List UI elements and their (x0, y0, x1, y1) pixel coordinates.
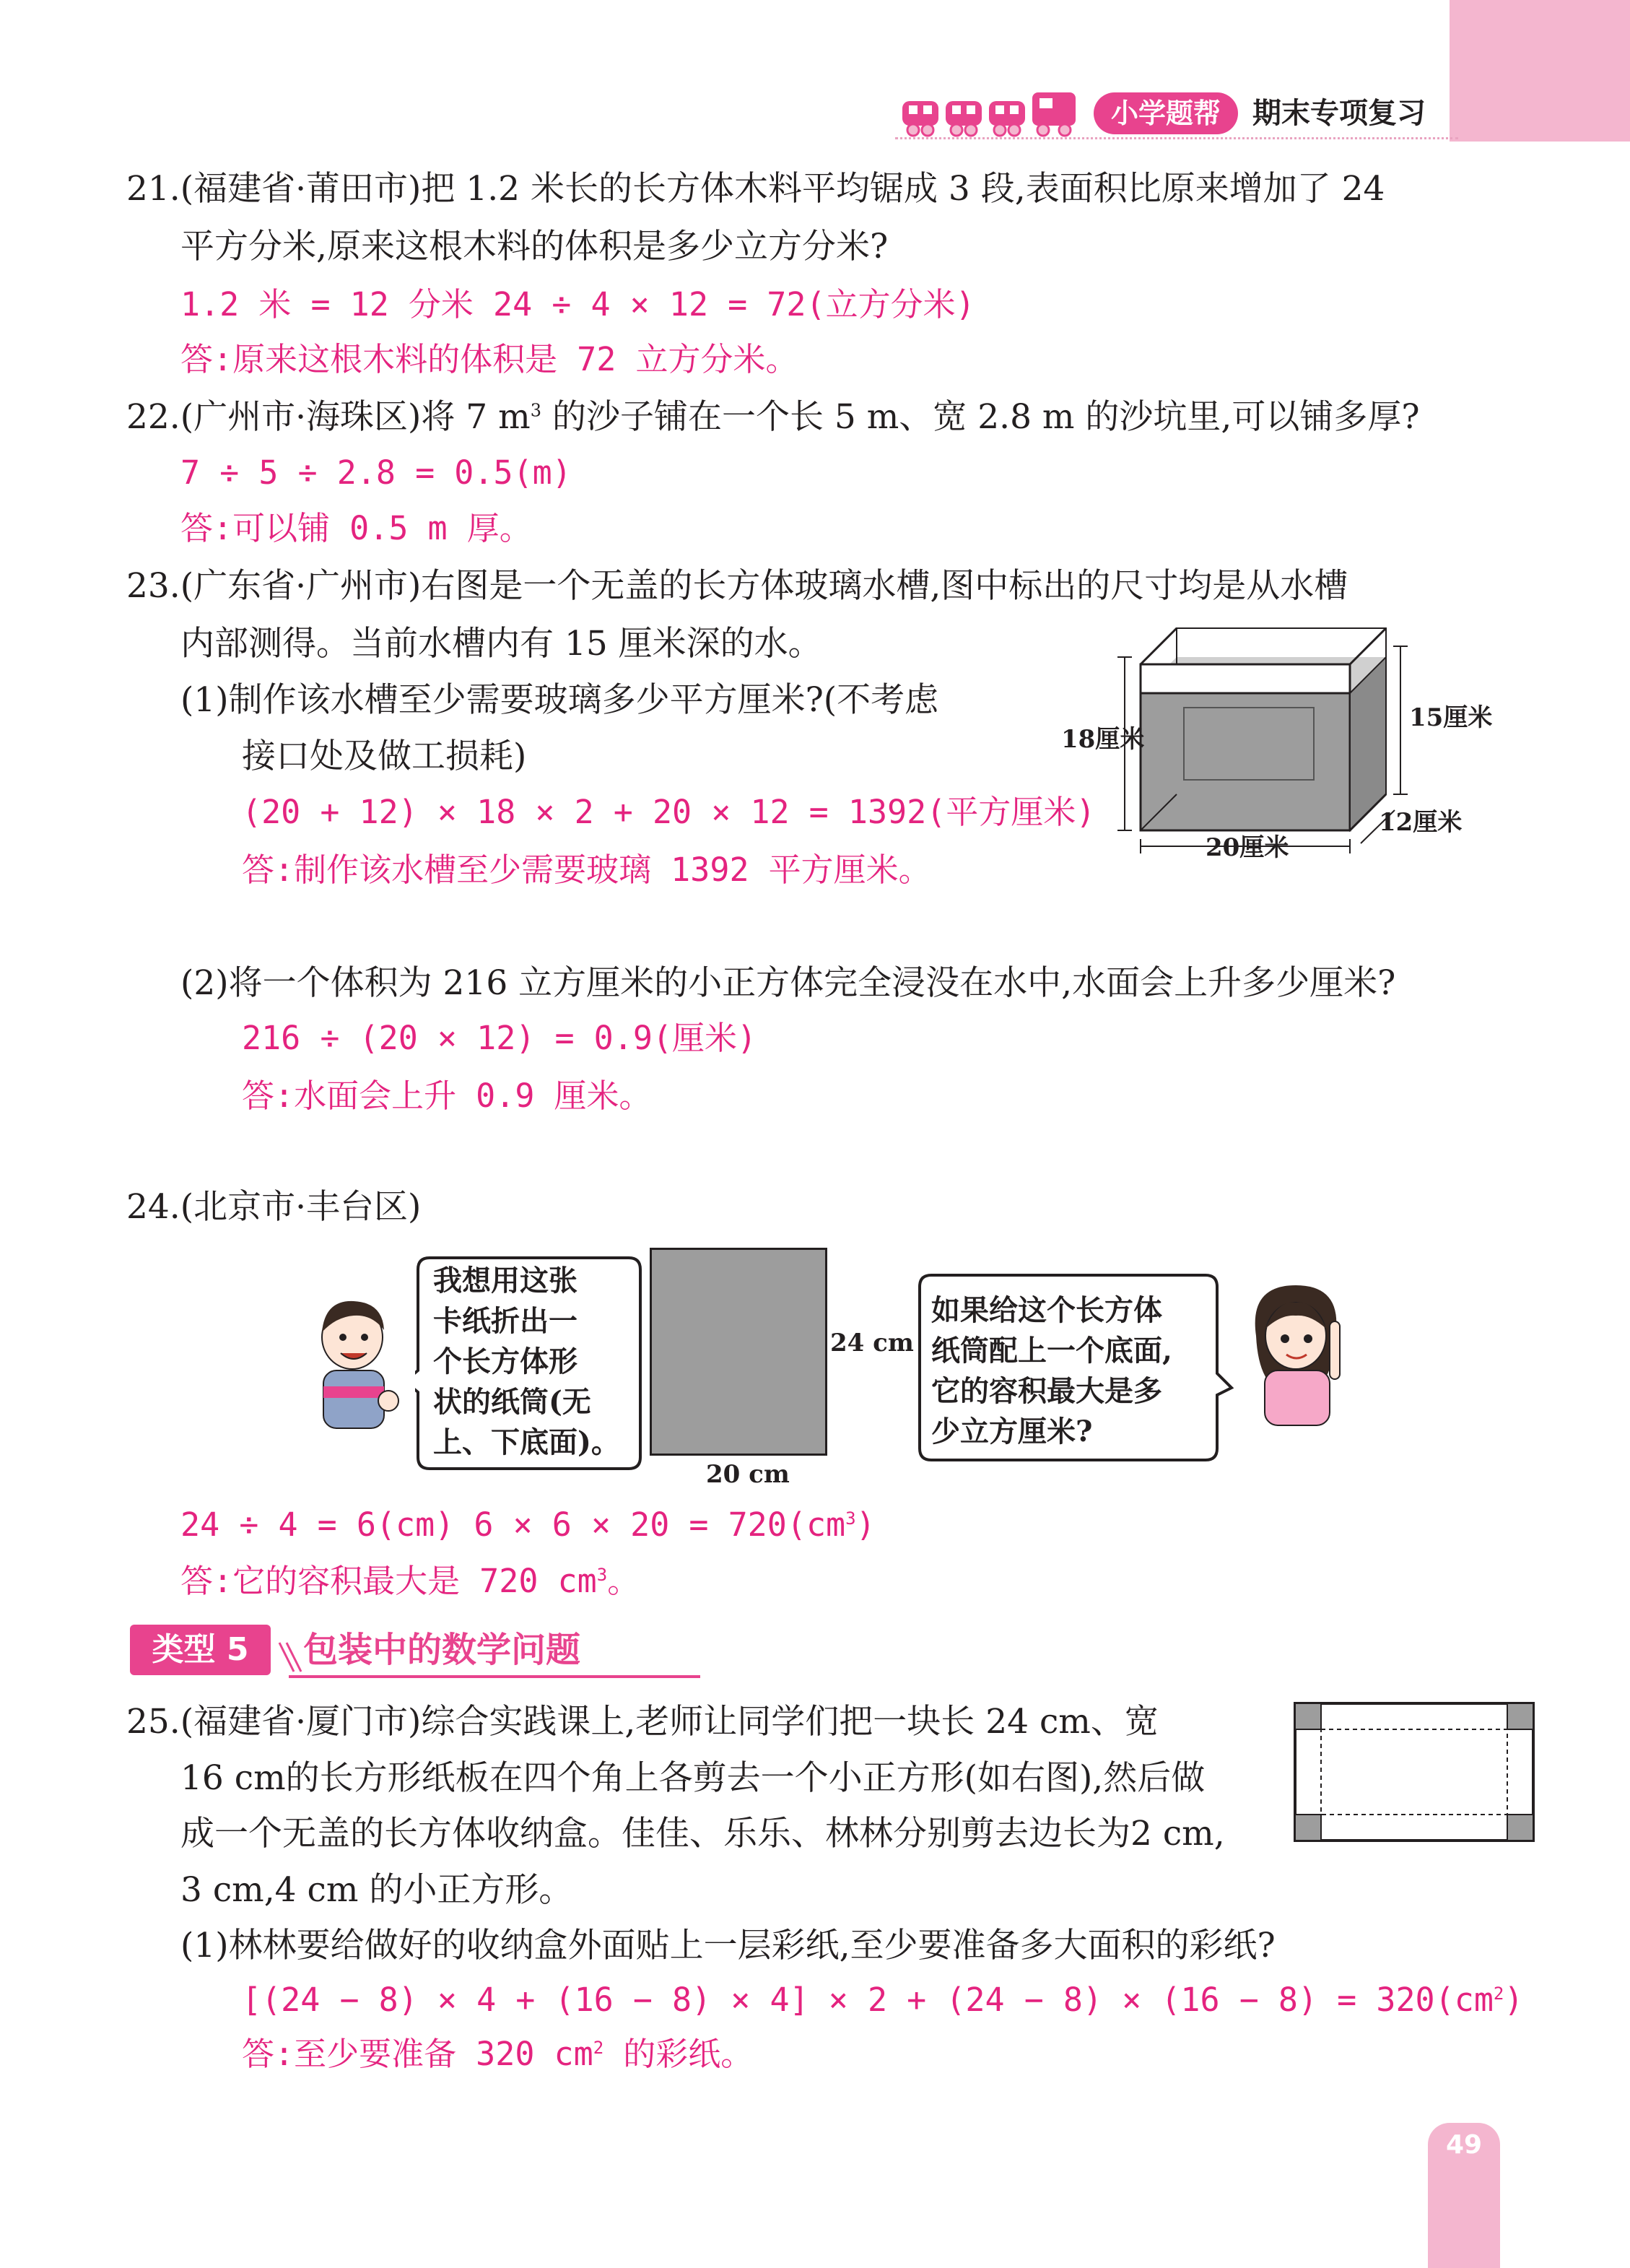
q21-answer-calc: 1.2 米 = 12 分米 24 ÷ 4 × 12 = 72(立方分米) (180, 285, 975, 323)
q25-line1: 25.(福建省·厦门市)综合实践课上,老师让同学们把一块长 24 cm、宽 (126, 1702, 1159, 1742)
corner-square (1295, 1703, 1321, 1729)
boy-illustration (303, 1292, 411, 1437)
section-slash-icon (276, 1639, 305, 1675)
header-divider (895, 137, 1458, 139)
section-type-badge: 类型 5 (130, 1625, 271, 1675)
q25-line2: 16 cm的长方形纸板在四个角上各剪去一个小正方形(如右图),然后做 (180, 1758, 1206, 1798)
girl-bubble-line: 它的容积最大是多 (931, 1374, 1162, 1408)
train-icon (899, 85, 1086, 143)
q23-part2-answer-calc: 216 ÷ (20 × 12) = 0.9(厘米) (242, 1019, 757, 1057)
boy-bubble-line: 卡纸折出一 (433, 1304, 578, 1338)
q24-answer-calc: 24 ÷ 4 = 6(cm) $6 \times 6 \times 20 = 720(cm^3)$ (180, 1506, 876, 1544)
boy-bubble-line: 个长方体形 (433, 1344, 578, 1378)
q25-part1-line1: (1)林林要给做好的收纳盒外面贴上一层彩纸,至少要准备多大面积的彩纸? (180, 1926, 1276, 1965)
girl-bubble-line: 少立方厘米? (931, 1415, 1093, 1448)
girl-bubble-text (931, 1290, 1172, 1452)
section-underline (289, 1675, 700, 1678)
q23-part1-line1: (1)制作该水槽至少需要玻璃多少平方厘米?(不考虑 (180, 680, 939, 720)
q23-part2-answer-text: 答:水面会上升 0.9 厘米。 (242, 1077, 652, 1115)
girl-bubble-line: 纸筒配上一个底面, (931, 1334, 1172, 1368)
q24-line1: 24.(北京市·丰台区) (126, 1187, 422, 1227)
card-width-label: 20 cm (706, 1460, 790, 1489)
water-depth-label: 15厘米 (1409, 703, 1493, 732)
q25-part1-answer-text: 答:至少要准备 320 $cm^2$ 的彩纸。 (242, 2035, 754, 2073)
q25-line4: 3 cm,4 cm 的小正方形。 (180, 1870, 573, 1910)
tank-water-body (1141, 693, 1350, 830)
q21-answer-text: 答:原来这根木料的体积是 72 立方分米。 (180, 340, 798, 378)
q25-line3: 成一个无盖的长方体收纳盒。佳佳、乐乐、林林分别剪去边长为2 cm, (180, 1814, 1225, 1854)
paper-card (650, 1248, 827, 1456)
q22-answer-calc: 7 ÷ 5 ÷ 2.8 = 0.5(m) (180, 453, 572, 492)
boy-bubble-line: 状的纸筒(无 (433, 1385, 591, 1419)
boy-bubble-line: 我想用这张 (433, 1264, 578, 1298)
girl-illustration (1242, 1278, 1357, 1430)
header-title: 期末专项复习 (1252, 97, 1426, 130)
q23-part1-line2: 接口处及做工损耗) (242, 737, 527, 776)
section-title: 包装中的数学问题 (303, 1630, 581, 1670)
height-label: 18厘米 (1061, 725, 1145, 754)
boy-bubble-line: 上、下底面)。 (433, 1425, 620, 1459)
q23-line1: 23.(广东省·广州市)右图是一个无盖的长方体玻璃水槽,图中标出的尺寸均是从水槽 (126, 566, 1348, 606)
q25-part1-answer-calc: $[(24 - 8) \times 4 + (16 - 8) \times 4] \times 2 + (24 - 8) \times (16 - 8) = 320(cm^2)$ (242, 1981, 1524, 2019)
q22-answer-text: 答:可以铺 0.5 m 厚。 (180, 509, 532, 547)
length-label: 20厘米 (1206, 833, 1289, 862)
q22-line1: 22.(广州市·海珠区)将 7 $m^3$ 的沙子铺在一个长 5 m、宽 2.8 m 的沙坑里,可以铺多厚? (126, 397, 1420, 437)
q23-line2: 内部测得。当前水槽内有 15 厘米深的水。 (180, 624, 822, 664)
width-label: 12厘米 (1379, 808, 1463, 837)
corner-square (1507, 1703, 1533, 1729)
q23-part2-line1: (2)将一个体积为 216 立方厘米的小正方体完全浸没在水中,水面会上升多少厘米? (180, 963, 1396, 1003)
q21-line2: 平方分米,原来这根木料的体积是多少立方分米? (180, 227, 889, 266)
cardboard-outline (1295, 1703, 1533, 1841)
boy-bubble-text (433, 1261, 620, 1463)
header-corner-tab (1450, 0, 1630, 142)
header-badge: 小学题帮 (1094, 92, 1238, 134)
cardboard-figure (1292, 1700, 1538, 1845)
corner-square (1295, 1815, 1321, 1841)
girl-bubble-line: 如果给这个长方体 (931, 1293, 1162, 1327)
q23-part1-answer-text: 答:制作该水槽至少需要玻璃 1392 平方厘米。 (242, 851, 931, 889)
corner-square (1507, 1815, 1533, 1841)
card-height-label: 24 cm (830, 1329, 914, 1357)
page-number: 49 (1445, 2130, 1483, 2160)
q24-answer-text: 答:它的容积最大是 720 $cm^3$。 (180, 1562, 640, 1600)
q21-line1: 21.(福建省·莆田市)把 1.2 米长的长方体木料平均锯成 3 段,表面积比原来增加了 24 (126, 169, 1385, 209)
water-tank-figure (1054, 614, 1559, 874)
q23-part1-answer-calc: (20 + 12) × 18 × 2 + 20 × 12 = 1392(平方厘米) (242, 793, 1096, 831)
